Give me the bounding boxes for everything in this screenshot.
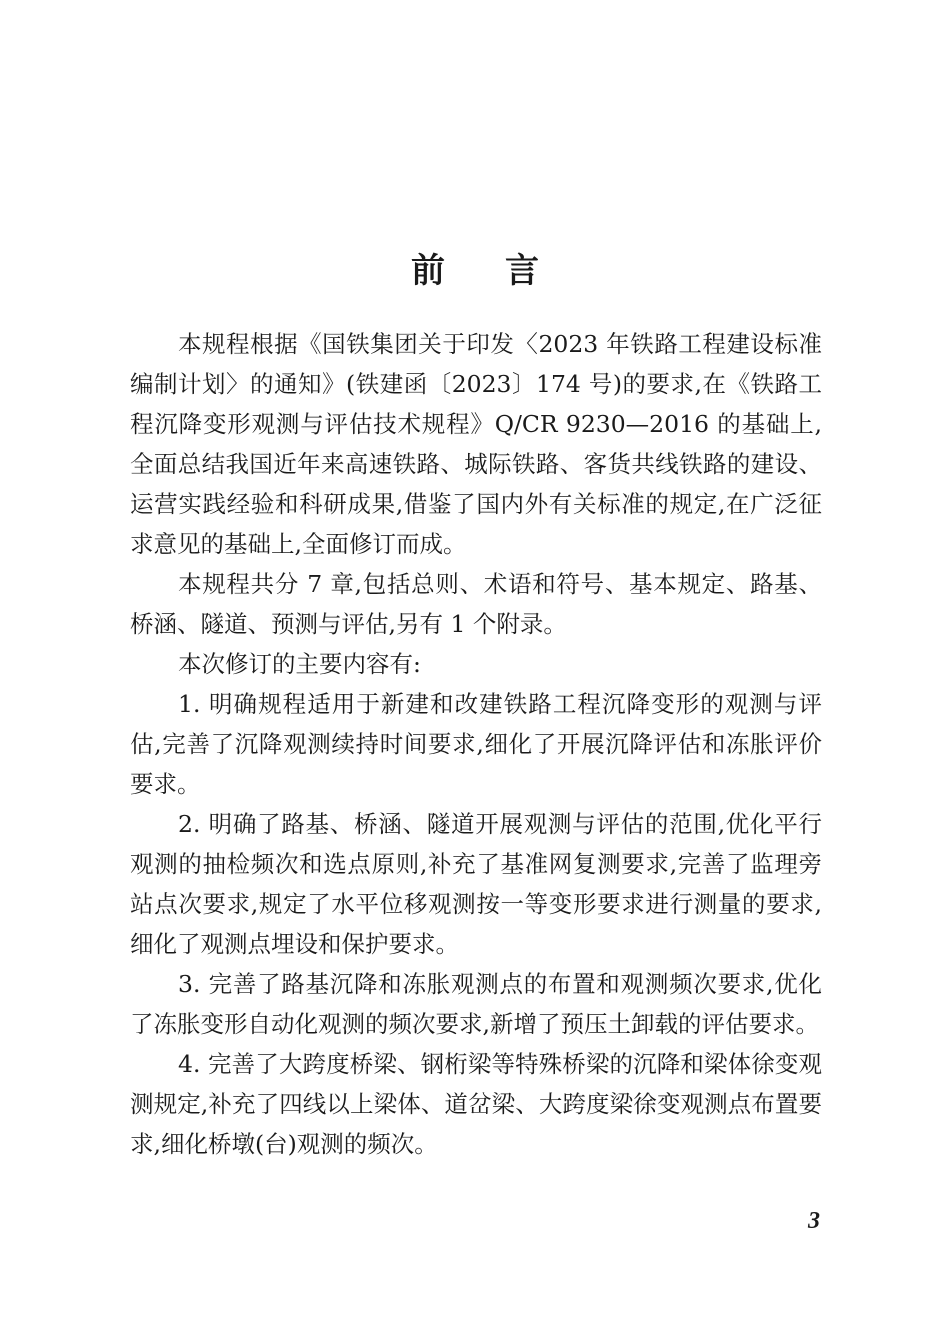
paragraph-revision-heading: 本次修订的主要内容有: <box>178 650 421 678</box>
revision-item-4: 4. 完善了大跨度桥梁、钢桁梁等特殊桥梁的沉降和梁体徐变观测规定,补充了四线以上梁体、道岔梁、大跨度梁徐变观测点布置要求,细化桥墩(台)观测的频次。 <box>130 1050 822 1158</box>
paragraph-intro: 本规程根据《国铁集团关于印发〈2023 年铁路工程建设标准编制计划〉的通知》(铁建函〔2023〕174 号)的要求,在《铁路工程沉降变形观测与评估技术规程》Q/CR 9230—2016 的基础上,全面总结我国近年来高速铁路、城际铁路、客货共线铁路的建设、运营实践经验和科研成果,借鉴了国内外有关标准的规定,在广泛征求意见的基础上,全面修订而成。 <box>130 330 822 558</box>
revision-item-2: 2. 明确了路基、桥涵、隧道开展观测与评估的范围,优化平行观测的抽检频次和选点原则,补充了基准网复测要求,完善了监理旁站点次要求,规定了水平位移观测按一等变形要求进行测量的要求,细化了观测点埋设和保护要求。 <box>130 810 822 958</box>
page-title: 前言 <box>411 251 599 291</box>
preface-body <box>130 324 822 1164</box>
paragraph-chapters: 本规程共分 7 章,包括总则、术语和符号、基本规定、路基、桥涵、隧道、预测与评估,另有 1 个附录。 <box>130 570 822 638</box>
page-number: 3 <box>808 1208 820 1234</box>
revision-item-3: 3. 完善了路基沉降和冻胀观测点的布置和观测频次要求,优化了冻胀变形自动化观测的频次要求,新增了预压土卸载的评估要求。 <box>130 970 822 1038</box>
revision-item-1: 1. 明确规程适用于新建和改建铁路工程沉降变形的观测与评估,完善了沉降观测续持时间要求,细化了开展沉降评估和冻胀评价要求。 <box>130 690 822 798</box>
